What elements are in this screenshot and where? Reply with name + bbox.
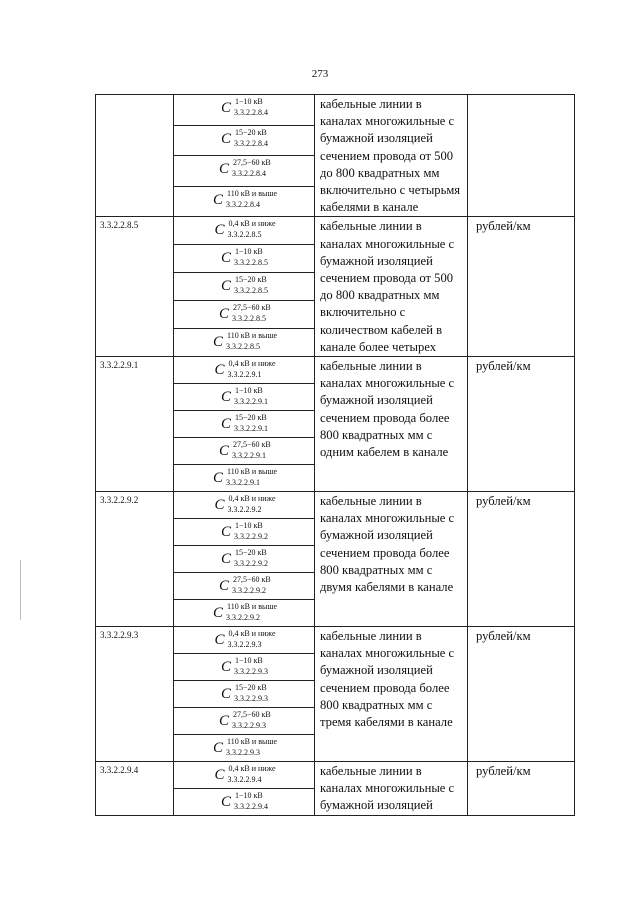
symbol-subscript: 3.3.2.2.9.1 <box>227 370 262 380</box>
symbol-base: C <box>214 632 225 649</box>
row-code <box>96 95 173 98</box>
symbol-cell <box>174 186 315 217</box>
rate-symbol <box>212 329 278 355</box>
symbol-base: C <box>212 191 223 208</box>
symbol-base: C <box>220 278 231 295</box>
row-description: кабельные линии в каналах многожильные с бумажной изоляцией сечением провода более 800 квадратных мм с тремя кабелями в канале <box>320 629 455 730</box>
rate-symbol <box>219 438 269 464</box>
symbol-superscript: 15−20 кВ <box>234 683 267 693</box>
symbol-base: C <box>218 713 229 730</box>
symbol-base: C <box>214 362 225 379</box>
symbol-cell <box>174 465 315 492</box>
symbol-base: C <box>220 100 231 116</box>
symbol-superscript: 1−10 кВ <box>234 386 263 396</box>
row-unit <box>468 95 574 97</box>
symbol-cell <box>174 546 315 573</box>
page-number: 273 <box>311 68 329 80</box>
symbol-base: C <box>220 130 231 147</box>
symbol-subscript: 3.3.2.2.9.1 <box>233 397 268 407</box>
symbol-base: C <box>220 659 231 676</box>
symbol-subscript: 3.3.2.2.9.2 <box>233 559 268 569</box>
symbol-subscript: 3.3.2.2.8.4 <box>233 108 268 117</box>
symbol-base: C <box>220 416 231 433</box>
symbol-subscript: 3.3.2.2.9.2 <box>231 586 266 596</box>
symbol-subscript: 3.3.2.2.9.2 <box>227 505 262 515</box>
rate-symbol <box>212 465 278 491</box>
row-code: 3.3.2.2.9.3 <box>100 630 139 641</box>
symbol-base: C <box>220 794 231 811</box>
rate-symbol <box>221 273 267 299</box>
rate-symbol <box>219 156 269 182</box>
rate-symbol <box>221 519 267 545</box>
symbol-cell <box>174 217 315 245</box>
rate-symbol <box>221 126 267 152</box>
symbol-base: C <box>212 605 223 622</box>
row-description: кабельные линии в каналах многожильные с бумажной изоляцией сечением провода более 800 квадратных мм с одним кабелем в канале <box>320 359 455 460</box>
rate-symbol <box>219 301 269 327</box>
row-code: 3.3.2.2.9.1 <box>100 360 139 371</box>
symbol-base: C <box>220 551 231 568</box>
row-code-cell <box>96 95 174 217</box>
rate-symbol <box>221 245 267 271</box>
symbol-superscript: 1−10 кВ <box>234 656 263 666</box>
symbol-base: C <box>218 443 229 460</box>
symbol-cell <box>174 708 315 735</box>
symbol-cell <box>174 301 315 329</box>
symbol-superscript: 0,4 кВ и ниже <box>228 359 276 369</box>
row-unit: рублей/км <box>476 494 531 509</box>
symbol-subscript: 3.3.2.2.9.1 <box>225 478 260 488</box>
rate-symbol <box>221 546 267 572</box>
description-cell <box>315 95 468 217</box>
symbol-cell <box>174 357 315 384</box>
row-unit: рублей/км <box>476 359 531 374</box>
rate-symbol <box>219 708 269 734</box>
symbol-cell <box>174 245 315 273</box>
symbol-superscript: 27,5−60 кВ <box>232 158 271 168</box>
symbol-base: C <box>220 250 231 267</box>
symbol-superscript: 1−10 кВ <box>234 521 263 531</box>
symbol-superscript: 15−20 кВ <box>234 127 267 137</box>
rate-symbol <box>214 492 276 518</box>
row-unit: рублей/км <box>476 629 531 644</box>
symbol-superscript: 0,4 кВ и ниже <box>228 494 276 504</box>
rate-symbol <box>221 384 267 410</box>
unit-cell <box>468 357 575 492</box>
tariff-table <box>95 94 575 816</box>
symbol-cell <box>174 519 315 546</box>
rate-symbol <box>214 627 276 653</box>
rate-symbol <box>212 187 278 213</box>
symbol-subscript: 3.3.2.2.9.4 <box>227 775 262 785</box>
symbol-superscript: 110 кВ и выше <box>226 737 278 747</box>
symbol-cell <box>174 156 315 187</box>
symbol-subscript: 3.3.2.2.8.4 <box>231 169 266 179</box>
symbol-cell <box>174 492 315 519</box>
symbol-superscript: 27,5−60 кВ <box>232 710 271 720</box>
symbol-subscript: 3.3.2.2.9.3 <box>233 694 268 704</box>
symbol-superscript: 15−20 кВ <box>234 548 267 558</box>
table-row <box>96 357 575 384</box>
symbol-superscript: 27,5−60 кВ <box>232 575 271 585</box>
symbol-subscript: 3.3.2.2.8.5 <box>231 314 266 324</box>
symbol-base: C <box>212 740 223 757</box>
symbol-base: C <box>214 222 225 239</box>
rate-symbol <box>219 573 269 599</box>
symbol-cell <box>174 627 315 654</box>
row-code-cell <box>96 492 174 627</box>
symbol-superscript: 110 кВ и выше <box>226 602 278 612</box>
symbol-subscript: 3.3.2.2.8.4 <box>225 199 260 209</box>
row-code-cell <box>96 217 174 357</box>
rate-symbol <box>221 789 267 815</box>
row-unit: рублей/км <box>476 219 531 234</box>
unit-cell <box>468 217 575 357</box>
row-description: кабельные линии в каналах многожильные с бумажной изоляцией <box>320 764 455 813</box>
rate-symbol <box>221 95 267 121</box>
symbol-base: C <box>218 161 229 178</box>
rate-symbol <box>214 217 276 243</box>
symbol-subscript: 3.3.2.2.8.5 <box>233 258 268 268</box>
row-unit: рублей/км <box>476 764 531 779</box>
symbol-subscript: 3.3.2.2.8.5 <box>233 286 268 296</box>
row-description: кабельные линии в каналах многожильные с бумажной изоляцией сечением провода от 500 до 800 квадратных мм включительно с четырьмя кабелями в канале <box>320 97 461 215</box>
row-description: кабельные линии в каналах многожильные с бумажной изоляцией сечением провода от 500 до 800 квадратных мм включительно с количеством кабелей в канале более четырех <box>320 219 455 354</box>
symbol-superscript: 110 кВ и выше <box>226 467 278 477</box>
symbol-cell <box>174 654 315 681</box>
unit-cell <box>468 492 575 627</box>
description-cell <box>315 217 468 357</box>
symbol-subscript: 3.3.2.2.9.3 <box>231 721 266 731</box>
symbol-cell <box>174 384 315 411</box>
symbol-cell <box>174 329 315 357</box>
rate-symbol <box>221 654 267 680</box>
symbol-superscript: 1−10 кВ <box>234 247 263 257</box>
row-code-cell <box>96 762 174 816</box>
symbol-base: C <box>214 767 225 784</box>
symbol-cell <box>174 600 315 627</box>
symbol-base: C <box>220 524 231 541</box>
description-cell <box>315 357 468 492</box>
symbol-base: C <box>220 686 231 703</box>
symbol-subscript: 3.3.2.2.9.1 <box>231 451 266 461</box>
symbol-superscript: 0,4 кВ и ниже <box>228 219 276 229</box>
description-cell <box>315 762 468 816</box>
symbol-base: C <box>212 470 223 487</box>
symbol-superscript: 0,4 кВ и ниже <box>228 629 276 639</box>
row-code: 3.3.2.2.9.4 <box>100 765 139 776</box>
symbol-base: C <box>212 334 223 351</box>
symbol-superscript: 110 кВ и выше <box>226 331 278 341</box>
unit-cell <box>468 627 575 762</box>
symbol-superscript: 15−20 кВ <box>234 413 267 423</box>
rate-symbol <box>221 411 267 437</box>
symbol-superscript: 110 кВ и выше <box>226 188 278 198</box>
symbol-subscript: 3.3.2.2.9.3 <box>227 640 262 650</box>
symbol-subscript: 3.3.2.2.9.2 <box>233 532 268 542</box>
symbol-cell <box>174 735 315 762</box>
table-row <box>96 217 575 245</box>
row-code: 3.3.2.2.8.5 <box>100 220 139 231</box>
unit-cell <box>468 762 575 816</box>
symbol-cell <box>174 681 315 708</box>
symbol-subscript: 3.3.2.2.9.3 <box>225 748 260 758</box>
row-description: кабельные линии в каналах многожильные с бумажной изоляцией сечением провода более 800 квадратных мм с двумя кабелями в канале <box>320 494 455 595</box>
symbol-cell <box>174 95 315 126</box>
symbol-superscript: 0,4 кВ и ниже <box>228 764 276 774</box>
row-code-cell <box>96 627 174 762</box>
rate-symbol <box>212 735 278 761</box>
rate-symbol <box>214 357 276 383</box>
table-row <box>96 627 575 654</box>
symbol-cell <box>174 125 315 156</box>
symbol-subscript: 3.3.2.2.8.4 <box>233 138 268 148</box>
symbol-subscript: 3.3.2.2.9.3 <box>233 667 268 677</box>
row-code-cell <box>96 357 174 492</box>
description-cell <box>315 627 468 762</box>
symbol-superscript: 1−10 кВ <box>234 97 263 106</box>
description-cell <box>315 492 468 627</box>
symbol-subscript: 3.3.2.2.9.4 <box>233 802 268 812</box>
symbol-superscript: 27,5−60 кВ <box>232 303 271 313</box>
row-code: 3.3.2.2.9.2 <box>100 495 139 506</box>
symbol-subscript: 3.3.2.2.8.5 <box>225 342 260 352</box>
rate-symbol <box>212 600 278 626</box>
symbol-base: C <box>220 389 231 406</box>
symbol-subscript: 3.3.2.2.9.1 <box>233 424 268 434</box>
symbol-cell <box>174 762 315 789</box>
symbol-cell <box>174 573 315 600</box>
scan-edge-mark <box>20 560 21 620</box>
rate-symbol <box>214 762 276 788</box>
symbol-base: C <box>214 497 225 514</box>
rate-symbol <box>221 681 267 707</box>
table-row <box>96 762 575 789</box>
symbol-cell <box>174 411 315 438</box>
symbol-cell <box>174 273 315 301</box>
symbol-superscript: 1−10 кВ <box>234 791 263 801</box>
symbol-cell <box>174 789 315 816</box>
symbol-base: C <box>218 306 229 323</box>
symbol-cell <box>174 438 315 465</box>
table-row <box>96 95 575 126</box>
symbol-superscript: 15−20 кВ <box>234 275 267 285</box>
symbol-base: C <box>218 578 229 595</box>
symbol-subscript: 3.3.2.2.8.5 <box>227 230 262 240</box>
unit-cell <box>468 95 575 217</box>
table-row <box>96 492 575 519</box>
symbol-superscript: 27,5−60 кВ <box>232 440 271 450</box>
symbol-subscript: 3.3.2.2.9.2 <box>225 613 260 623</box>
